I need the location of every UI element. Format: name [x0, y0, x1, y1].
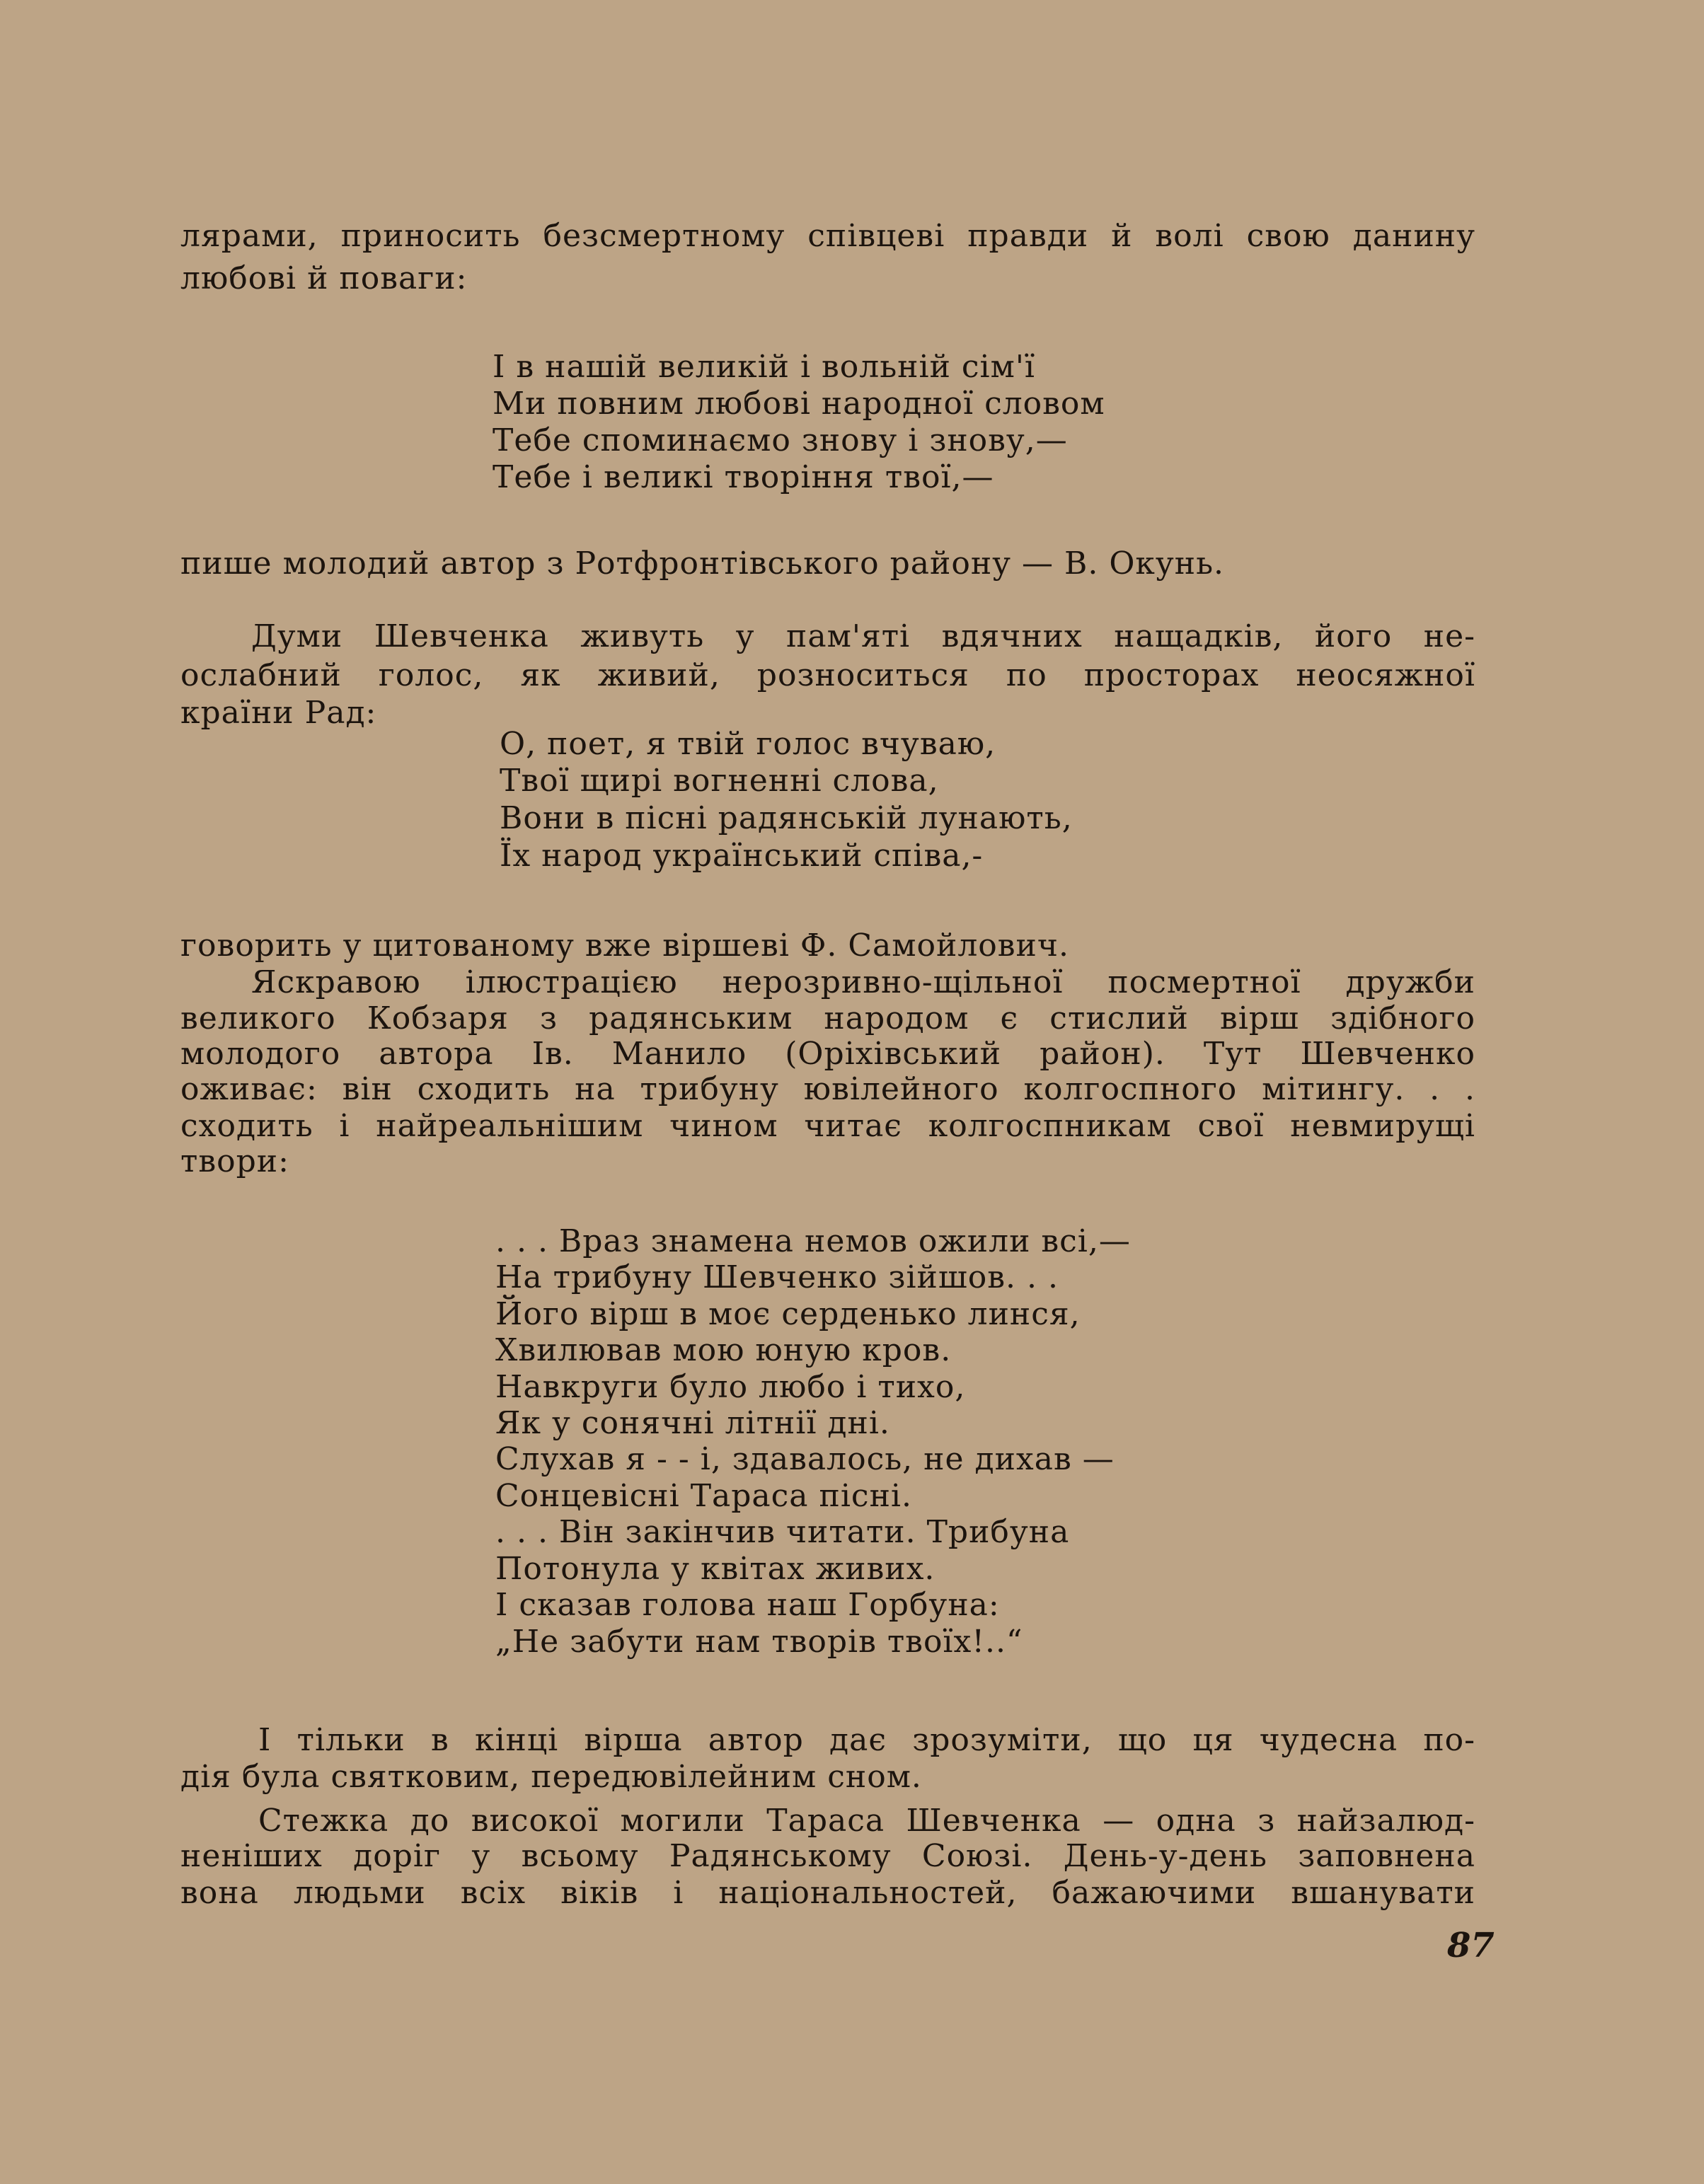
prose-line: сходить і найреальнішим чином читає колгоспникам свої невмирущі — [180, 1108, 1475, 1144]
verse-line: Як у сонячні літнії дні. — [495, 1405, 890, 1441]
verse-line: І в нашій великій і вольній сім'ї — [493, 349, 1035, 385]
verse-line: Вони в пісні радянській лунають, — [500, 800, 1073, 836]
verse-line: Тебе споминаємо знову і знову,— — [493, 422, 1068, 458]
verse-line: На трибуну Шевченко зійшов. . . — [495, 1259, 1059, 1295]
prose-line: говорить у цитованому вже віршеві Ф. Самойлович. — [180, 928, 1069, 964]
page-number: 87 — [1447, 1926, 1495, 1965]
verse-line: Твої щирі вогненні слова, — [500, 763, 939, 799]
verse-line: Тебе і великі творіння твої,— — [493, 459, 994, 495]
verse-line: Хвилював мою юную кров. — [495, 1332, 952, 1368]
prose-line: лярами, приносить безсмертному співцеві правди й волі свою данину — [180, 218, 1475, 254]
verse-line: „Не забути нам творів твоїх!..“ — [495, 1624, 1023, 1660]
verse-line: Сонцевісні Тараса пісні. — [495, 1478, 912, 1514]
prose-line: дія була святковим, передювілейним сном. — [180, 1759, 922, 1795]
verse-line: Потонула у квітах живих. — [495, 1551, 936, 1587]
verse-line: Його вірш в моє серденько линся, — [495, 1296, 1081, 1332]
prose-line: Стежка до високої могили Тараса Шевченка — одна з найзалюд- — [258, 1803, 1475, 1839]
prose-line: країни Рад: — [180, 695, 377, 731]
verse-line: Їх народ український співа,- — [500, 838, 984, 874]
prose-line: Думи Шевченка живуть у пам'яті вдячних нащадків, його не- — [251, 618, 1475, 654]
verse-line: Навкруги було любо і тихо, — [495, 1369, 966, 1405]
verse-line: . . . Він закінчив читати. Трибуна — [495, 1514, 1070, 1550]
prose-line: вона людьми всіх віків і національностей, бажаючими вшанувати — [180, 1875, 1475, 1911]
prose-line: твори: — [180, 1143, 289, 1179]
verse-line: О, поет, я твій голос вчуваю, — [500, 726, 996, 762]
prose-line: великого Кобзаря з радянським народом є стислий вірш здібного — [180, 1000, 1475, 1036]
prose-line: Яскравою ілюстрацією нерозривно-щільної посмертної дружби — [251, 964, 1475, 1000]
prose-line: молодого автора Ів. Манило (Оріхівський район). Тут Шевченко — [180, 1036, 1475, 1072]
prose-line: І тільки в кінці вірша автор дає зрозуміти, що ця чудесна по- — [258, 1722, 1475, 1758]
prose-line: оживає: він сходить на трибуну ювілейного колгоспного мітингу. . . — [180, 1071, 1475, 1107]
prose-line: неніших доріг у всьому Радянському Союзі. День-у-день заповнена — [180, 1838, 1475, 1874]
prose-line: пише молодий автор з Ротфронтівського району — В. Окунь. — [180, 545, 1225, 582]
prose-line: любові й поваги: — [180, 260, 468, 296]
verse-line: Слухав я - - і, здавалось, не дихав — — [495, 1441, 1115, 1477]
prose-line: ослабний голос, як живий, розноситься по просторах неосяжної — [180, 657, 1475, 693]
verse-line: . . . Враз знамена немов ожили всі,— — [495, 1223, 1131, 1259]
verse-line: І сказав голова наш Горбуна: — [495, 1587, 1000, 1623]
verse-line: Ми повним любові народної словом — [493, 386, 1105, 422]
